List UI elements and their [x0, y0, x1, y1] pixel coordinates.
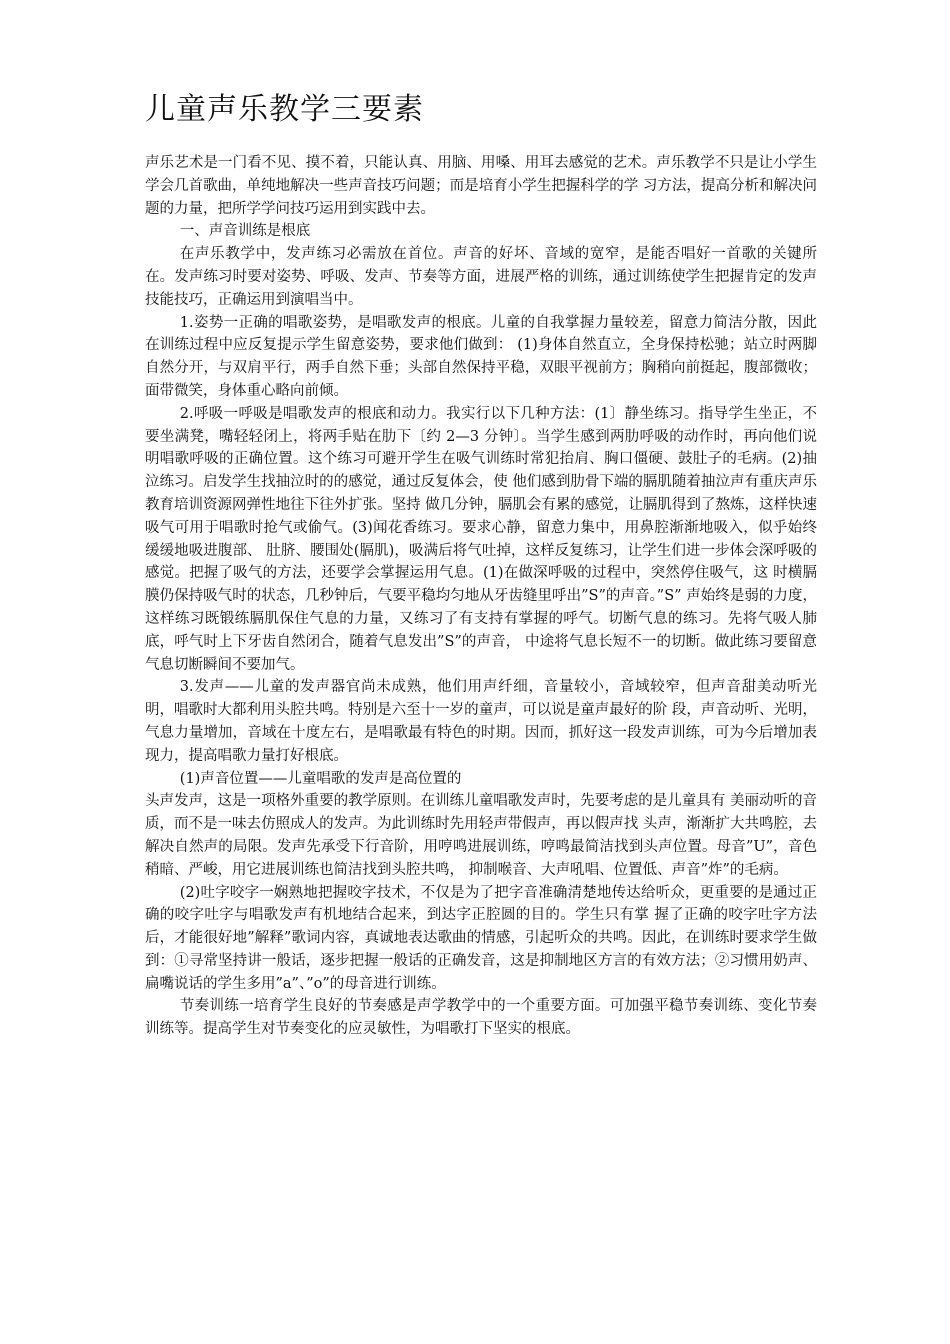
voice-position-paragraph: 头声发声，这是一项格外重要的教学原则。在训练儿童唱歌发声时，先要考虑的是儿童具有 美丽动听的音质，而不是一味去仿照成人的发声。为此训练时先用轻声带假声，再以假声找 头声，渐渐扩大共鸣腔，去解决自然声的局限。发声先承受下行音阶，用哼鸣进展训练，哼鸣最简洁找到头声位置。母音”U”，音色稍暗、严峻，用它进展训练也简洁找到头腔共鸣， 抑制喉音、大声吼唱、位置低、声音”炸”的毛病。: [145, 793, 817, 878]
rhythm-paragraph: 节奏训练一培育学生良好的节奏感是声学教学中的一个重要方面。可加强平稳节奏训练、变化节奏训练等。提高学生对节奏变化的应灵敏性，为唱歌打下坚实的根底。: [145, 998, 817, 1038]
breathing-paragraph: 2.呼吸一呼吸是唱歌发声的根底和动力。我实行以下几种方法：(1〕静坐练习。指导学生坐正，不要坐满凳，嘴轻轻闭上，将两手贴在肋下〔约 2—3 分钟〕。当学生感到两肋呼吸的动作时，再向他们说明唱歌呼吸的正确位置。这个练习可避开学生在吸气训练时常犯抬肩、胸口僵硬、鼓肚子的毛病。(2)抽泣练习。启发学生找抽泣时的的感觉，通过反复体会，使 他们感到肋骨下端的膈肌随着抽泣声有重庆声乐教育培训资源网弹性地往下往外扩张。坚持 做几分钟，膈肌会有累的感觉，让膈肌得到了熬炼，这样快速吸气可用于唱歌时抢气或偷气。(3)闻花香练习。要求心静，留意力集中，用鼻腔渐渐地吸入，似乎始终缓缓地吸进腹部、 肚脐、腰围处(膈肌)，吸满后将气吐掉，这样反复练习，让学生们进一步体会深呼吸的感觉。把握了吸气的方法，还要学会掌握运用气息。(1)在做深呼吸的过程中，突然停住吸气，这 时横膈膜仍保持吸气时的状态，几秒钟后，气要平稳均匀地从牙齿缝里呼出”S”的声音。”S” 声始终是弱的力度，这样练习既锻练膈肌保住气息的力量，又练习了有支持有掌握的呼气。切断气息的练习。先将气吸人肺底，呼气时上下牙齿自然闭合，随着气息发出”S”的声音， 中途将气息长短不一的切断。做此练习要留意气息切断瞬间不要加气。: [145, 405, 817, 673]
document-title: 儿童声乐教学三要素: [145, 92, 424, 127]
section-heading-voice-training: 一、声音训练是根底: [179, 223, 311, 240]
voice-position-heading: (1)声音位置——儿童唱歌的发声是高位置的: [179, 770, 462, 787]
section-intro-paragraph: 在声乐教学中，发声练习必需放在首位。声音的好坏、音域的宽窄，是能否唱好一首歌的关键所在。发声练习时要对姿势、呼吸、发声、节奏等方面，进展严格的训练，通过训练使学生把握肯定的发声技能技巧，正确运用到演唱当中。: [145, 246, 817, 308]
phonation-paragraph: 3.发声——儿童的发声器官尚未成熟，他们用声纤细，音量较小，音域较窄，但声音甜美动听光明，唱歌时大都利用头腔共鸣。特别是六至十一岁的童声，可以说是童声最好的阶 段，声音动听、光明，气息力量增加，音域在十度左右，是唱歌最有特色的时期。因而，抓好这一段发声训练，可为今后增加表现力，提高唱歌力量打好根底。: [145, 679, 817, 764]
intro-paragraph: 声乐艺术是一门看不见、摸不着，只能认真、用脑、用嗓、用耳去感觉的艺术。声乐教学不只是让小学生学会几首歌曲，单纯地解决一些声音技巧问题；而是培育小学生把握科学的学 习方法，提高分析和解决问题的力量，把所学学问技巧运用到实践中去。: [145, 155, 817, 217]
articulation-paragraph: (2)吐字咬字一娴熟地把握咬字技术，不仅是为了把字音准确清楚地传达给听众，更重要的是通过正确的咬字吐字与唱歌发声有机地结合起来，到达字正腔圆的目的。学生只有掌 握了正确的咬字吐字方法后，才能很好地”解释”歌词内容，真诚地表达歌曲的情感，引起听众的共鸣。因此，在训练时要求学生做到：①寻常坚持讲一般话，逐步把握一般话的正确发音，这是抑制地区方言的有效方法；②习惯用奶声、扁嘴说话的学生多用”a”、”o”的母音进行训练。: [145, 884, 817, 992]
posture-paragraph: 1.姿势一正确的唱歌姿势，是唱歌发声的根底。儿童的自我掌握力量较差，留意力简洁分散，因此在训练过程中应反复提示学生留意姿势，要求他们做到： (1)身体自然直立，全身保持松驰；站立时两脚自然分开，与双肩平行，两手自然下垂；头部自然保持平稳，双眼平视前方；胸稍向前挺起，腹部微收；面带微笑，身体重心略向前倾。: [145, 314, 817, 399]
document-body: [145, 88, 817, 1041]
